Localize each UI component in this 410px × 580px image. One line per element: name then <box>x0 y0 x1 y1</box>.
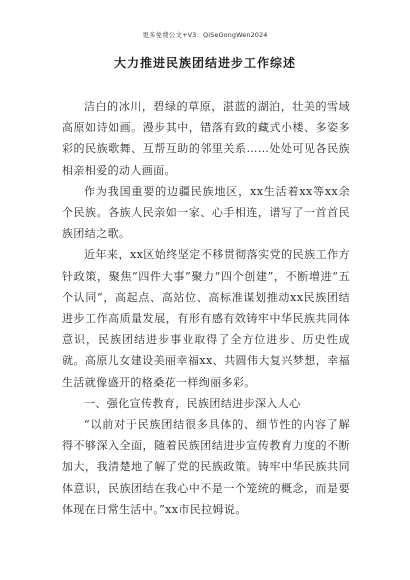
document-title: 大力推进民族团结进步工作综述 <box>113 56 296 70</box>
paragraph-recent-years: 近年来，xx区始终坚定不移贯彻落实党的民族工作方针政策，聚焦“四件大事”聚力“四个创建”，不断增进“五个认同”，高起点、高站位、高标准谋划推动xx民族团结进步工作高质量发展，有形有感有效铸牢中华民族共同体意识，民族团结进步事业取得了全方位进步、历史性成就。高原儿女建设美丽幸福xx、共圆伟大复兴梦想，幸福生活就像盛开的格桑花一样绚丽多彩。 <box>62 248 350 389</box>
header-note: 更多免费公文+V3：QiSeGongWen2024 <box>142 31 268 39</box>
document-body <box>62 96 350 520</box>
paragraph-quote: “以前对于民族团结很多具体的、细节性的内容了解得不够深入全面，随着民族团结进步宣传教育力度的不断加大，我清楚地了解了党的民族政策。铸牢中华民族共同体意识，民族团结在我心中不是一个笼统的概念，而是要体现在日常生活中。”xx市民拉姆说。 <box>62 418 350 516</box>
paragraph-intro: 洁白的冰川，碧绿的草原，湛蓝的湖泊，壮美的雪域高原如诗如画。漫步其中，错落有致的藏式小楼、多姿多彩的民族歌舞、互帮互助的邻里关系……处处可见各民族相亲相爱的动人画面。 <box>62 100 350 177</box>
section-heading-1: 一、强化宣传教育，民族团结进步深入人心 <box>84 396 301 410</box>
paragraph-region: 作为我国重要的边疆民族地区，xx生活着xx等xx余个民族。各族人民亲如一家、心手相连，谱写了一首首民族团结之歌。 <box>62 184 350 241</box>
